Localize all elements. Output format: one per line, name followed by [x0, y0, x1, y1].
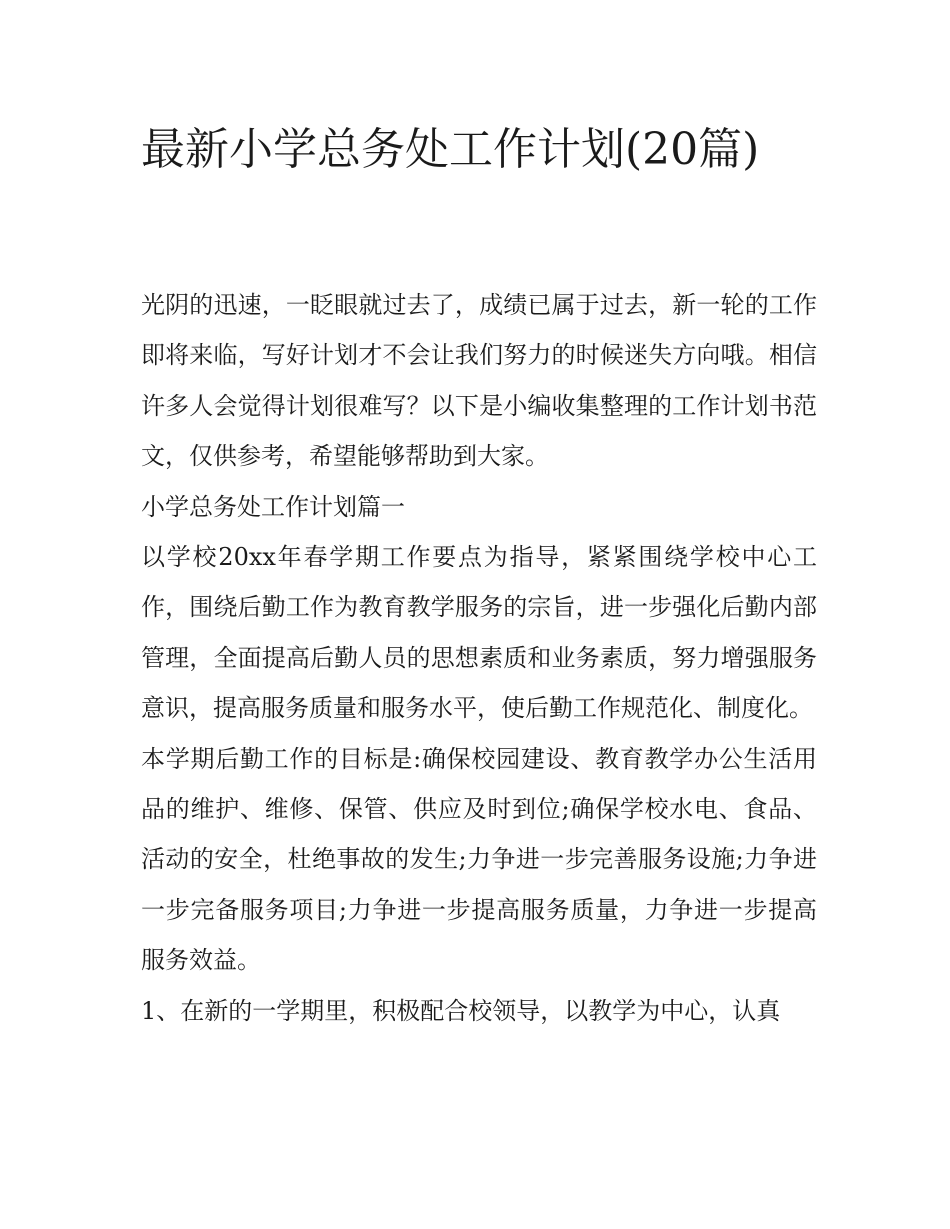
goals-paragraph: 本学期后勤工作的目标是:确保校园建设、教育教学办公生活用品的维护、维修、保管、供应及时到位;确保学校水电、食品、活动的安全，杜绝事故的发生;力争进一步完善服务设施;力争进一步完备服务项目;力争进一步提高服务质量，力争进一步提高服务效益。: [141, 744, 817, 975]
section-heading: 小学总务处工作计划篇一: [141, 492, 405, 521]
guideline-paragraph: 以学校20xx年春学期工作要点为指导，紧紧围绕学校中心工作，围绕后勤工作为教育教学服务的宗旨，进一步强化后勤内部管理，全面提高后勤人员的思想素质和业务素质，努力增强服务意识，提高服务质量和服务水平，使后勤工作规范化、制度化。: [141, 543, 817, 723]
document-title: 最新小学总务处工作计划(20篇): [141, 124, 760, 175]
document-body: [141, 280, 817, 1036]
intro-paragraph: 光阴的迅速，一眨眼就过去了，成绩已属于过去，新一轮的工作即将来临，写好计划才不会让我们努力的时候迷失方向哦。相信许多人会觉得计划很难写？以下是小编收集整理的工作计划书范文，仅供参考，希望能够帮助到大家。: [141, 291, 817, 471]
item-1-paragraph: 1、在新的一学期里，积极配合校领导，以教学为中心，认真: [141, 996, 781, 1025]
